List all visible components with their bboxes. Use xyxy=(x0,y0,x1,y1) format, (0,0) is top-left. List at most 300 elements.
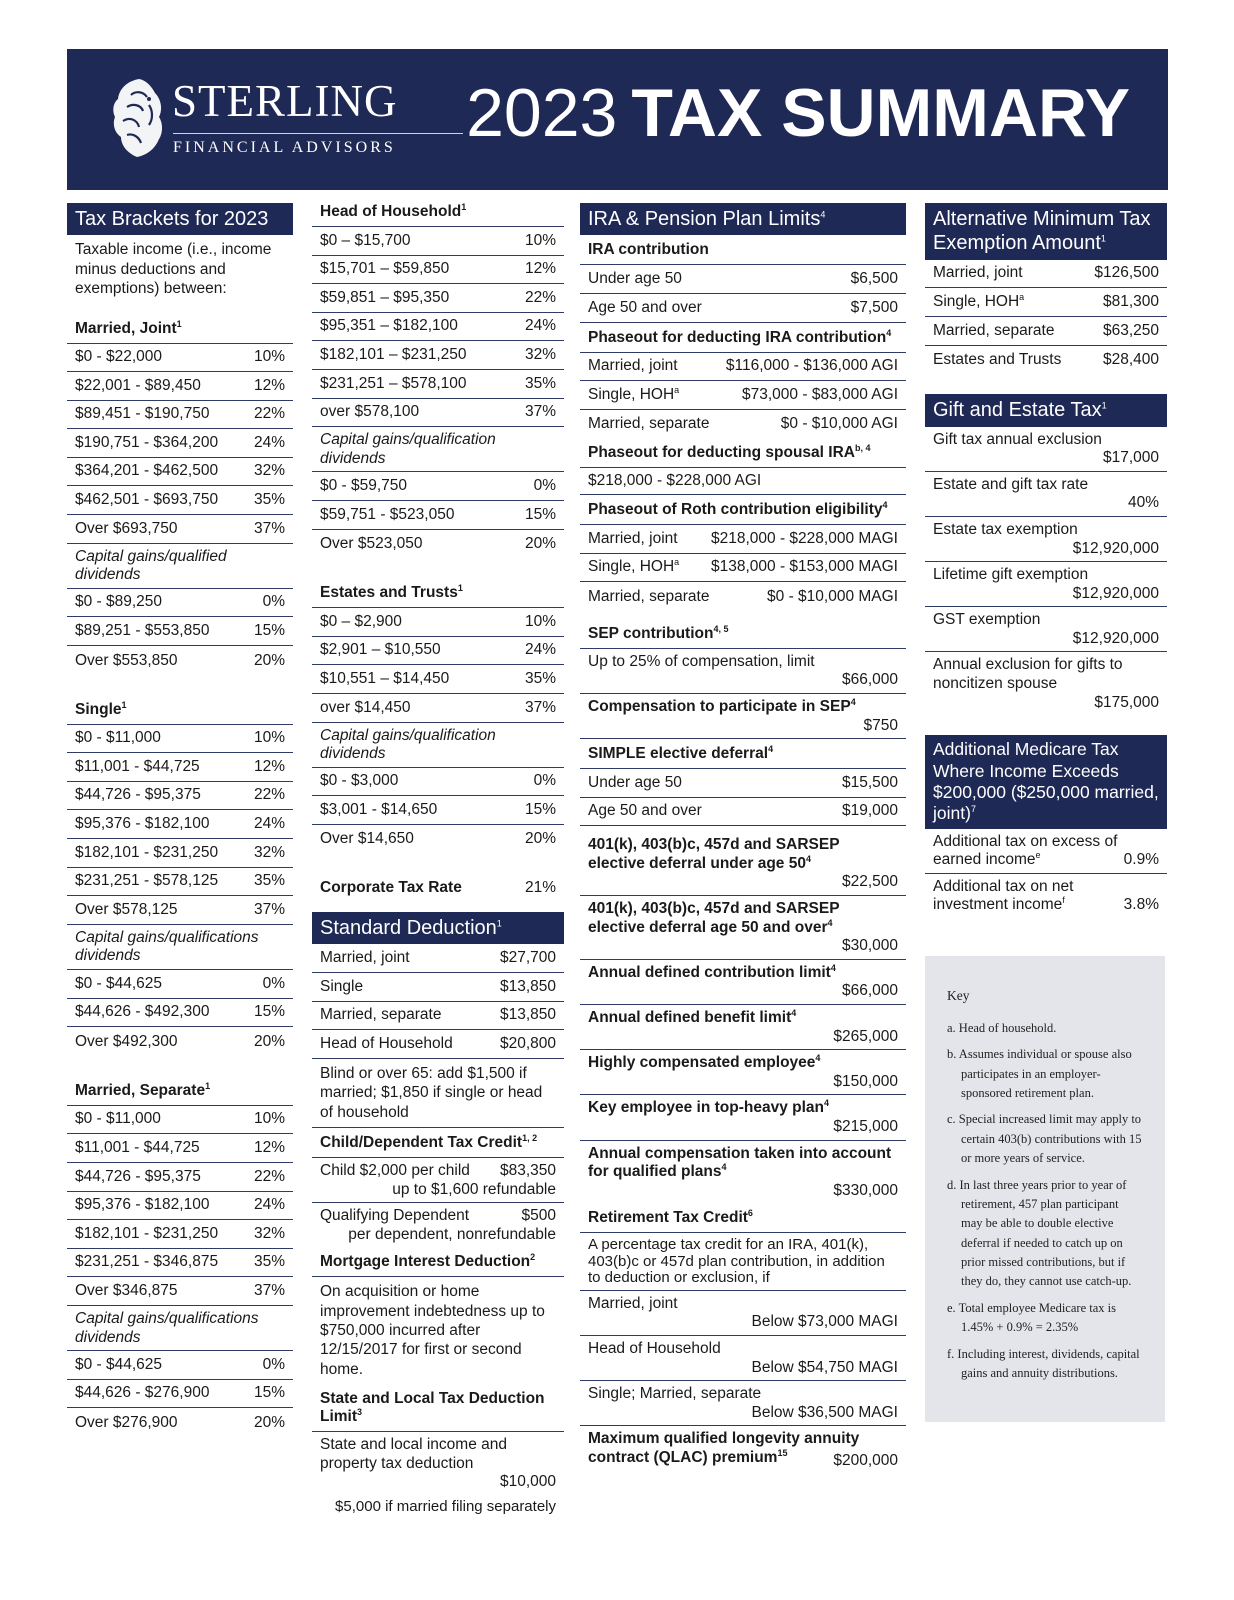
column-tax-brackets xyxy=(67,203,293,1437)
table-row xyxy=(580,353,906,382)
rtc-text: A percentage tax credit for an IRA, 401(k), 403(b)c or 457d plan contribution, in addition to deduction or exclusion, if xyxy=(580,1233,906,1291)
table-row xyxy=(580,265,906,294)
row-value: 20% xyxy=(253,1032,285,1050)
medicare-table xyxy=(925,829,1167,918)
table-row xyxy=(925,317,1167,346)
row-label: $182,101 - $231,250 xyxy=(75,1224,219,1242)
row-label: Over $523,050 xyxy=(320,535,423,553)
row-label: Single, HOH xyxy=(588,385,675,403)
table-row xyxy=(67,1351,293,1380)
page-header xyxy=(67,49,1168,190)
table-row xyxy=(67,458,293,487)
row-label: Over $578,125 xyxy=(75,900,178,918)
row-value: $126,500 xyxy=(1094,264,1159,282)
row-label: over $14,450 xyxy=(320,698,411,716)
row-value: 0% xyxy=(262,1355,285,1373)
table-row xyxy=(925,346,1167,375)
table-row xyxy=(580,410,906,439)
title-text: TAX SUMMARY xyxy=(631,75,1130,151)
row-value: Below $73,000 MAGI xyxy=(751,1313,898,1331)
key-title: Key xyxy=(947,988,970,1003)
subsection-ira-contribution: IRA contribution xyxy=(580,235,906,265)
row-label: $10,551 – $14,450 xyxy=(320,669,450,687)
row-label: $89,251 - $553,850 xyxy=(75,622,210,640)
row-label: $44,726 - $95,375 xyxy=(75,1167,201,1185)
mortgage-text: On acquisition or home improvement indebtedness up to $750,000 incurred after 12/15/2017 for first or second home. xyxy=(320,1283,545,1378)
row-label: GST exemption xyxy=(933,611,1041,629)
table-row xyxy=(580,769,906,798)
row-value: 12% xyxy=(253,1138,285,1156)
table-row xyxy=(67,429,293,458)
row-label: $0 - $44,625 xyxy=(75,974,163,992)
row-value: 0% xyxy=(533,772,556,790)
column-ira-pension xyxy=(580,203,906,1473)
subsection-ira-phaseout: Phaseout for deducting IRA contribution$^4$ xyxy=(580,323,906,353)
row-value: 0% xyxy=(262,974,285,992)
row-label: $0 - $3,000 xyxy=(320,772,399,790)
row-value: 20% xyxy=(253,1413,285,1431)
corporate-tax-row: Corporate Tax Rate 21% xyxy=(320,879,556,897)
row-label: Estate tax exemption xyxy=(933,520,1078,538)
subsection-married-separate: Married, Separate$^1$ xyxy=(67,1076,293,1106)
row-value: 20% xyxy=(253,651,285,669)
brand-subtitle: FINANCIAL ADVISORS xyxy=(173,139,396,156)
row-value: 37% xyxy=(253,519,285,537)
row-value: 12% xyxy=(524,260,556,278)
table-row xyxy=(312,399,564,428)
row-value: $12,920,000 xyxy=(1072,539,1159,557)
row-label: $0 - $89,250 xyxy=(75,593,163,611)
row-label: Married, joint xyxy=(588,529,678,547)
row-value: 0.9% xyxy=(1123,851,1159,869)
key-list xyxy=(947,1019,1143,1383)
cg-label-head-household: Capital gains/qualification dividends xyxy=(312,427,564,472)
row-value: 24% xyxy=(253,433,285,451)
row-value: $218,000 - $228,000 MAGI xyxy=(711,529,898,547)
key-box xyxy=(925,956,1165,1422)
annual-comp-block: Annual compensation taken into account for qualified plans$^4$ $330,000 xyxy=(588,1144,898,1199)
table-row xyxy=(925,652,1167,715)
row-value: 37% xyxy=(253,900,285,918)
row-label: $44,626 - $276,900 xyxy=(75,1384,210,1402)
row-value: 10% xyxy=(253,729,285,747)
row-label: $11,001 - $44,725 xyxy=(75,1138,200,1156)
brand-name: STERLING xyxy=(172,76,398,126)
table-row xyxy=(925,607,1167,652)
table-row xyxy=(580,1381,906,1426)
married-joint-cg-table xyxy=(67,589,293,675)
row-label: Single, HOH xyxy=(933,292,1020,310)
table-row xyxy=(312,1002,564,1031)
table-row xyxy=(925,260,1167,289)
row-value: 10% xyxy=(524,231,556,249)
row-label: Married, separate xyxy=(588,415,710,433)
dependent-credit-block: Qualifying Dependent $500 per dependent, nonrefundable xyxy=(320,1207,556,1243)
table-row: Additional tax on excess of earned income$^e$ 0.9% xyxy=(925,829,1167,874)
row-label: $462,501 - $693,750 xyxy=(75,491,219,509)
row-label: $44,626 - $492,300 xyxy=(75,1003,210,1021)
table-row xyxy=(925,562,1167,607)
row-value: 20% xyxy=(524,830,556,848)
row-label: $59,851 – $95,350 xyxy=(320,288,450,306)
table-row xyxy=(67,725,293,754)
row-value: 0% xyxy=(533,476,556,494)
table-row xyxy=(67,589,293,618)
k401-over-block: 401(k), 403(b)c, 457d and SARSEP elective deferral age 50 and over$^4$ $30,000 xyxy=(580,896,906,960)
row-label: over $578,100 xyxy=(320,403,420,421)
table-row xyxy=(312,637,564,666)
row-value: $81,300 xyxy=(1102,292,1159,310)
cg-label-estates-trusts: Capital gains/qualification dividends xyxy=(312,723,564,768)
row-value: 35% xyxy=(524,669,556,687)
row-label: Married, separate xyxy=(320,1006,442,1024)
row-label: Estate and gift tax rate xyxy=(933,475,1089,493)
row-value: 12% xyxy=(253,757,285,775)
table-row xyxy=(925,472,1167,517)
row-label: $95,376 - $182,100 xyxy=(75,1196,210,1214)
married-separate-table xyxy=(67,1106,293,1306)
row-value: 15% xyxy=(524,800,556,818)
table-row xyxy=(67,1106,293,1135)
row-value: 0% xyxy=(262,593,285,611)
table-row: Single, HOH$^a$ $138,000 - $153,000 MAGI xyxy=(580,554,906,583)
head-household-table xyxy=(312,227,564,427)
adb-block: Annual defined benefit limit$^4$ $265,000 xyxy=(580,1005,906,1050)
row-label: Head of Household xyxy=(588,1340,721,1358)
brackets-intro: Taxable income (i.e., income minus deductions and exemptions) between: xyxy=(75,241,272,298)
row-value: $7,500 xyxy=(850,298,898,316)
row-label: $0 - $59,750 xyxy=(320,476,408,494)
table-row xyxy=(67,515,293,544)
page-title xyxy=(466,75,1130,151)
salt-block: State and local income and property tax deduction $10,000 $5,000 if married filing separately xyxy=(320,1436,556,1515)
head-household-cg-table xyxy=(312,472,564,558)
title-year: 2023 xyxy=(466,75,618,151)
table-row xyxy=(312,341,564,370)
qlac-block: Maximum qualified longevity annuity contract (QLAC) premium$^{15}$ $200,000 xyxy=(588,1430,898,1469)
row-value: 35% xyxy=(253,872,285,890)
row-label: $0 - $11,000 xyxy=(75,1110,161,1128)
table-row xyxy=(67,1192,293,1221)
row-value: 15% xyxy=(253,1384,285,1402)
row-value: $28,400 xyxy=(1102,351,1159,369)
row-value: 22% xyxy=(253,786,285,804)
table-row xyxy=(312,796,564,825)
table-row xyxy=(312,944,564,973)
row-label: Over $553,850 xyxy=(75,651,178,669)
subsection-mortgage: Mortgage Interest Deduction$^2$ xyxy=(312,1247,564,1277)
table-row xyxy=(67,868,293,897)
table-row xyxy=(312,694,564,723)
row-value: $63,250 xyxy=(1102,321,1159,339)
row-label: Estates and Trusts xyxy=(933,351,1062,369)
table-row xyxy=(67,1380,293,1409)
table-row xyxy=(67,896,293,925)
row-value: 32% xyxy=(524,345,556,363)
key-employee-block: Key employee in top-heavy plan$^4$ $215,000 xyxy=(580,1095,906,1140)
estates-trusts-cg-table xyxy=(312,768,564,854)
row-value: $0 - $10,000 MAGI xyxy=(767,587,898,605)
key-item: b. Assumes individual or spouse also participates in an employer-sponsored retirement plan. xyxy=(947,1047,1132,1101)
row-label: Over $346,875 xyxy=(75,1281,178,1299)
cg-label-married-joint: Capital gains/qualified dividends xyxy=(67,544,293,589)
hce-block: Highly compensated employee$^4$ $150,000 xyxy=(580,1050,906,1095)
row-value: 32% xyxy=(253,462,285,480)
row-label: Under age 50 xyxy=(588,773,682,791)
row-label: $95,376 - $182,100 xyxy=(75,815,210,833)
key-item: a. Head of household. xyxy=(947,1020,1057,1035)
row-label: Head of Household xyxy=(320,1034,453,1052)
row-label: $22,001 - $89,450 xyxy=(75,376,201,394)
row-label: $11,001 - $44,725 xyxy=(75,757,200,775)
table-row xyxy=(67,1027,293,1056)
row-label: Married, joint xyxy=(588,357,678,375)
table-row xyxy=(580,1336,906,1381)
row-value: 24% xyxy=(524,317,556,335)
row-value: 24% xyxy=(253,1196,285,1214)
standard-deduction-table xyxy=(312,944,564,1058)
row-label: $95,351 – $182,100 xyxy=(320,317,458,335)
brand-divider xyxy=(173,133,463,134)
row-value: $27,700 xyxy=(499,949,556,967)
subsection-simple: SIMPLE elective deferral$^4$ xyxy=(580,739,906,769)
table-row xyxy=(67,372,293,401)
gift-table xyxy=(925,427,1167,716)
row-value: $13,850 xyxy=(499,1006,556,1024)
row-label: $364,201 - $462,500 xyxy=(75,462,219,480)
row-value: 15% xyxy=(524,505,556,523)
row-label: Married, separate xyxy=(933,321,1055,339)
row-value: $6,500 xyxy=(850,269,898,287)
row-label: $59,751 - $523,050 xyxy=(320,505,455,523)
column-hoh-deductions xyxy=(312,197,564,1519)
row-label: $44,726 - $95,375 xyxy=(75,786,201,804)
table-row xyxy=(67,1163,293,1192)
rtc-table xyxy=(580,1291,906,1427)
section-title-gift: Gift and Estate Tax$^1$ xyxy=(925,394,1167,426)
table-row xyxy=(312,825,564,854)
row-label: Over $693,750 xyxy=(75,519,178,537)
row-value: $13,850 xyxy=(499,977,556,995)
subsection-child-credit: Child/Dependent Tax Credit$^{1, 2}$ xyxy=(312,1128,564,1158)
lion-logo-icon xyxy=(109,77,165,159)
row-value: 32% xyxy=(253,843,285,861)
row-value: 22% xyxy=(524,288,556,306)
table-row xyxy=(67,1134,293,1163)
row-label: $15,701 – $59,850 xyxy=(320,260,450,278)
row-value: $12,920,000 xyxy=(1072,584,1159,602)
subsection-salt: State and Local Tax Deduction Limit$^3$ xyxy=(312,1384,564,1432)
row-value: Below $36,500 MAGI xyxy=(751,1403,898,1421)
table-row xyxy=(67,753,293,782)
row-value: 37% xyxy=(524,698,556,716)
subsection-roth: Phaseout of Roth contribution eligibility$^4$ xyxy=(580,495,906,525)
row-label: Additional tax on net investment income xyxy=(933,877,1074,914)
row-label: Married, joint xyxy=(588,1294,678,1312)
table-row xyxy=(67,486,293,515)
row-value: 40% xyxy=(1127,494,1159,512)
row-value: $20,800 xyxy=(499,1034,556,1052)
row-value: $73,000 - $83,000 AGI xyxy=(742,385,898,403)
table-row xyxy=(67,839,293,868)
table-row xyxy=(312,256,564,285)
roth-table xyxy=(580,525,906,611)
table-row xyxy=(580,525,906,554)
cg-label-married-separate: Capital gains/qualifications dividends xyxy=(67,1306,293,1351)
subsection-single: Single$^1$ xyxy=(67,695,293,725)
simple-table xyxy=(580,769,906,826)
table-row xyxy=(580,582,906,611)
row-label: $3,001 - $14,650 xyxy=(320,800,438,818)
column-amt-gift-medicare xyxy=(925,203,1167,918)
row-label: $0 - $44,625 xyxy=(75,1355,163,1373)
row-label: Lifetime gift exemption xyxy=(933,566,1089,584)
subsection-estates-trusts: Estates and Trusts$^1$ xyxy=(312,578,564,608)
row-label: Over $492,300 xyxy=(75,1032,178,1050)
row-value: 35% xyxy=(524,374,556,392)
table-row xyxy=(67,970,293,999)
comp-sep-block: Compensation to participate in SEP$^4$ $750 xyxy=(580,694,906,739)
table-row xyxy=(67,810,293,839)
table-row: Single, HOH$^a$ $73,000 - $83,000 AGI xyxy=(580,381,906,410)
section-title-medicare: Additional Medicare Tax Where Income Exceeds $200,000 ($250,000 married, joint)$^7$ xyxy=(925,735,1167,828)
table-row xyxy=(312,472,564,501)
table-row xyxy=(312,608,564,637)
key-item: e. Total employee Medicare tax is 1.45% + 0.9% = 2.35% xyxy=(947,1300,1116,1335)
row-value: 22% xyxy=(253,405,285,423)
row-label: $182,101 – $231,250 xyxy=(320,345,467,363)
table-row xyxy=(312,284,564,313)
adc-block: Annual defined contribution limit$^4$ $66,000 xyxy=(580,960,906,1005)
row-label: Single; Married, separate xyxy=(588,1385,762,1403)
table-row xyxy=(67,1249,293,1278)
sep-block: Up to 25% of compensation, limit $66,000 xyxy=(580,649,906,694)
row-value: 37% xyxy=(524,403,556,421)
table-row xyxy=(312,1030,564,1059)
row-label: $0 – $2,900 xyxy=(320,612,402,630)
section-title-brackets: Tax Brackets for 2023 xyxy=(67,203,293,235)
row-value: 24% xyxy=(524,641,556,659)
row-value: Below $54,750 MAGI xyxy=(751,1358,898,1376)
table-row xyxy=(67,617,293,646)
subsection-head-household: Head of Household$^1$ xyxy=(312,197,564,227)
row-label: Single xyxy=(320,977,364,995)
table-row xyxy=(67,344,293,373)
key-item: f. Including interest, dividends, capital gains and annuity distributions. xyxy=(947,1346,1140,1380)
row-label: $182,101 - $231,250 xyxy=(75,843,219,861)
row-label: $190,751 - $364,200 xyxy=(75,433,219,451)
table-row xyxy=(925,517,1167,562)
child-credit-block: Child $2,000 per child $83,350 up to $1,600 refundable xyxy=(312,1158,564,1203)
row-value: $116,000 - $136,000 AGI xyxy=(725,357,898,375)
table-row xyxy=(67,1220,293,1249)
table-row xyxy=(312,227,564,256)
row-label: $0 – $15,700 xyxy=(320,231,411,249)
row-label: $231,251 – $578,100 xyxy=(320,374,467,392)
row-value: $17,000 xyxy=(1102,449,1159,467)
row-label: $231,251 - $346,875 xyxy=(75,1253,219,1271)
row-value: 15% xyxy=(253,622,285,640)
row-label: Over $14,650 xyxy=(320,830,414,848)
table-row xyxy=(67,646,293,675)
table-row xyxy=(580,294,906,323)
table-row xyxy=(67,1408,293,1437)
estates-trusts-table xyxy=(312,608,564,722)
key-item: c. Special increased limit may apply to certain 403(b) contributions with 15 or more years of service. xyxy=(947,1112,1142,1166)
row-label: $0 - $11,000 xyxy=(75,729,161,747)
table-row xyxy=(312,665,564,694)
table-row xyxy=(312,313,564,342)
row-value: 32% xyxy=(253,1224,285,1242)
row-value: 37% xyxy=(253,1281,285,1299)
row-value: 12% xyxy=(253,376,285,394)
subsection-spousal-ira: Phaseout for deducting spousal IRA$^{b, 4}$ xyxy=(588,443,871,462)
row-value: 10% xyxy=(524,612,556,630)
k401-under-block: 401(k), 403(b)c, 457d and SARSEP elective deferral under age $50^4$ $22,500 xyxy=(580,826,906,896)
table-row xyxy=(312,530,564,559)
standard-deduction-note: Blind or over 65: add $1,500 if married; $1,850 if single or head of household xyxy=(312,1059,564,1128)
key-item: d. In last three years prior to year of retirement, 457 plan participant may be able to double elective deferral if needed to catch up on prior missed contributions, but if they do, they cannot use catch-up. xyxy=(947,1177,1132,1289)
amt-table xyxy=(925,260,1167,374)
row-value: $175,000 xyxy=(1094,693,1159,711)
table-row xyxy=(67,999,293,1028)
table-row xyxy=(312,768,564,797)
row-value: $12,920,000 xyxy=(1072,629,1159,647)
row-value: 35% xyxy=(253,1253,285,1271)
table-row xyxy=(67,1277,293,1306)
row-label: $231,251 - $578,125 xyxy=(75,872,219,890)
table-row xyxy=(312,501,564,530)
row-label: Age 50 and over xyxy=(588,802,702,820)
row-value: 3.8% xyxy=(1123,896,1159,914)
row-label: Over $276,900 xyxy=(75,1413,178,1431)
table-row: Single, HOH$^a$ $81,300 xyxy=(925,288,1167,317)
married-separate-cg-table xyxy=(67,1351,293,1437)
table-row xyxy=(312,370,564,399)
row-label: Under age 50 xyxy=(588,269,682,287)
row-label: Age 50 and over xyxy=(588,298,702,316)
row-value: 24% xyxy=(253,815,285,833)
row-value: 10% xyxy=(253,348,285,366)
row-label: $2,901 – $10,550 xyxy=(320,641,441,659)
row-label: Single, HOH xyxy=(588,558,675,576)
table-row xyxy=(925,427,1167,472)
section-title-ira: IRA & Pension Plan Limits$^4$ xyxy=(580,203,906,235)
row-value: 15% xyxy=(253,1003,285,1021)
row-label: Married, joint xyxy=(320,949,410,967)
row-value: 22% xyxy=(253,1167,285,1185)
cg-label-single: Capital gains/qualifications dividends xyxy=(67,925,293,970)
table-row: Additional tax on net investment income$^f$ 3.8% xyxy=(933,877,1159,914)
single-cg-table xyxy=(67,970,293,1056)
row-value: $15,500 xyxy=(841,773,898,791)
table-row xyxy=(312,973,564,1002)
subsection-sep: SEP contribution$^{4, 5}$ xyxy=(580,619,906,649)
row-value: $19,000 xyxy=(841,802,898,820)
row-value: 35% xyxy=(253,491,285,509)
row-label: Married, joint xyxy=(933,264,1023,282)
subsection-married-joint: Married, Joint$^1$ xyxy=(67,314,293,344)
table-row xyxy=(67,401,293,430)
row-label: Married, separate xyxy=(588,587,710,605)
table-row xyxy=(580,1291,906,1336)
row-label: Gift tax annual exclusion xyxy=(933,430,1102,448)
table-row xyxy=(67,782,293,811)
row-value: 20% xyxy=(524,535,556,553)
subsection-retirement-credit: Retirement Tax Credit$^6$ xyxy=(580,1203,906,1233)
ira-contribution-table xyxy=(580,265,906,322)
row-value: $138,000 - $153,000 MAGI xyxy=(711,558,898,576)
